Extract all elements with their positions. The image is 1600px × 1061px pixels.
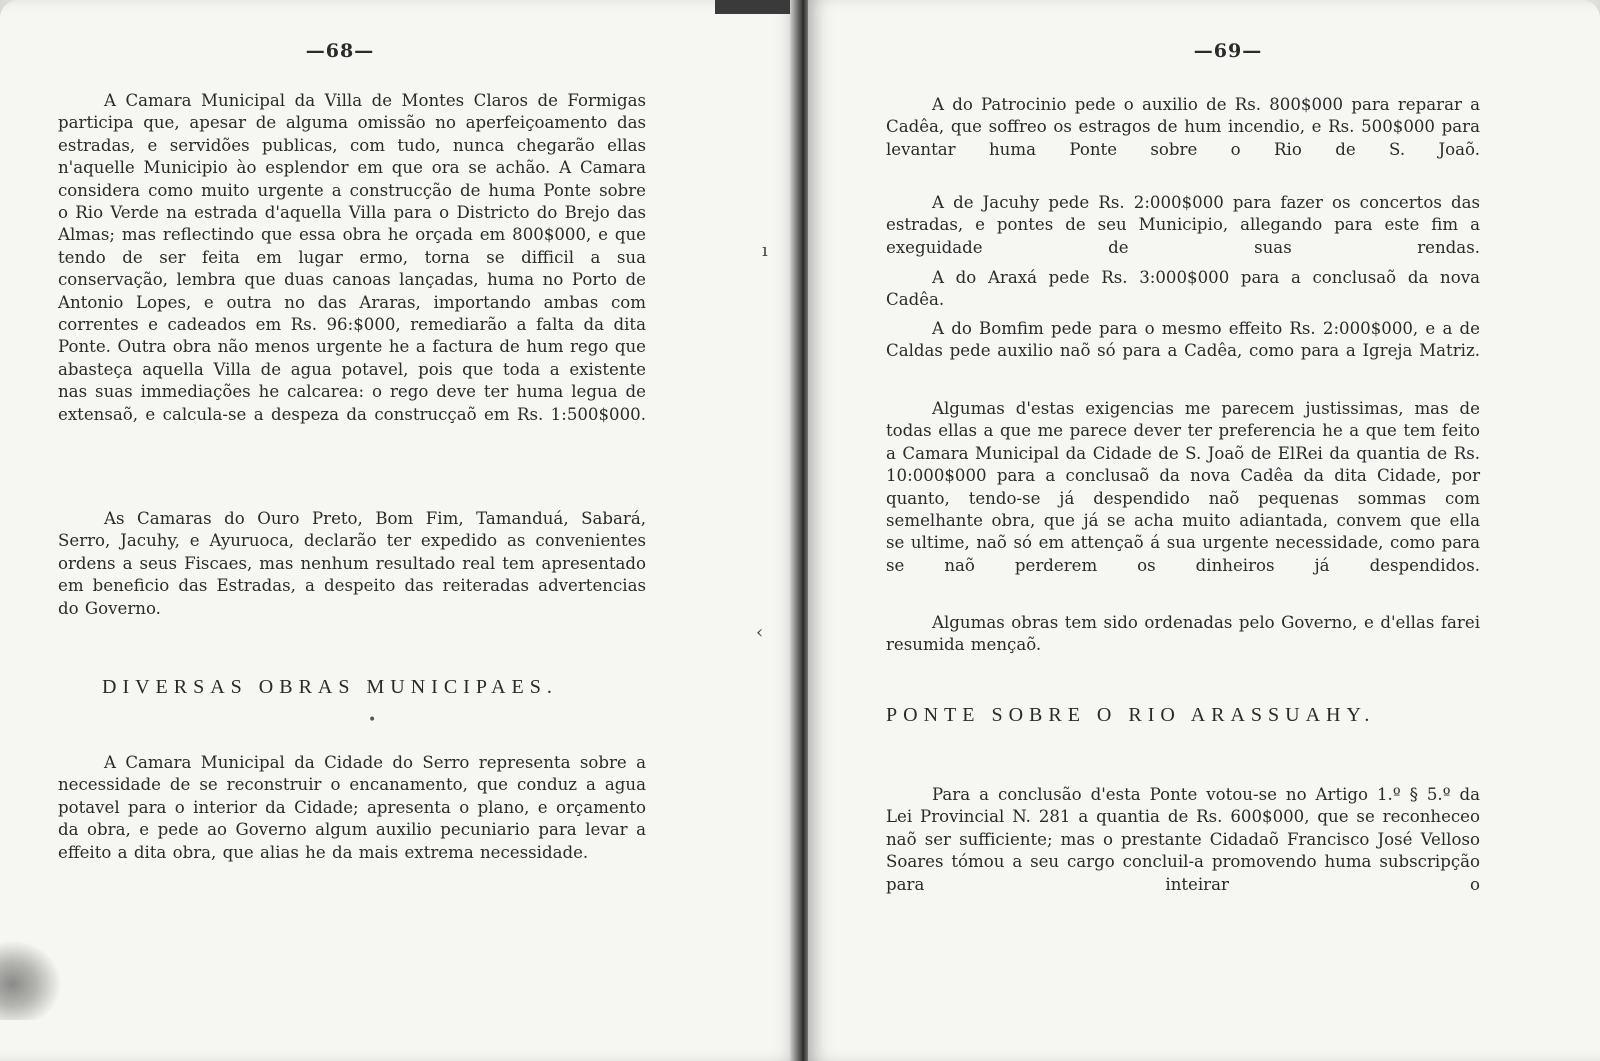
page-stain [0,940,62,1020]
paragraph-jacuhy: A de Jacuhy pede Rs. 2:000$000 para fazer os concertos das estradas, e pontes de seu Municipio, allegando para este fim a exeguidade de suas rendas. [886,193,1480,257]
page-number-left: —68— [305,40,375,62]
margin-mark: ‹ [756,622,764,643]
paragraph-ponte-conclusao: Para a conclusão d'esta Ponte votou-se no Artigo 1.º § 5.º da Lei Provincial N. 281 a quantia de Rs. 600$000, que se reconheceo naõ ser sufficiente; mas o prestante Cidadaõ Francisco José Velloso Soares tómou a seu cargo concluil-a promovendo huma subscripção para inteirar o [886,785,1480,894]
ornament-dot: • [368,712,377,728]
right-page [756,0,1600,1061]
section-heading-ponte-arassuahy: PONTE SOBRE O RIO ARASSUAHY. [886,704,1376,726]
paragraph-montes-claros: A Camara Municipal da Villa de Montes Claros de Formigas participa que, apesar de alguma omissão no aperfeiçoamento das estradas, e servidões publicas, com tudo, nunca chegarão ellas n'aquelle Municipio ào esplendor em que ora se achão. A Camara considera como muito urgente a construcção de huma Ponte sobre o Rio Verde na estrada d'aquella Villa para o Districto do Brejo das Almas; mas reflectindo que essa obra he orçada em 800$000, e que tendo de ser feita em lugar ermo, torna se difficil a sua conservação, lembra que duas canoas lançadas, huma no Porto de Antonio Lopes, e outra no das Araras, importando ambas com correntes e cadeados em Rs. 96:$000, remediarão a falta da dita Ponte. Outra obra não menos urgente he a factura de hum rego que abasteça aquella Villa de agua potavel, pois que toda a existente nas suas immediações he calcarea: o rego deve ter huma legua de extensaõ, e calcula-se a despeza da construcçaõ em Rs. 1:500$000. [58,91,646,424]
paragraph-serro-encanamento: A Camara Municipal da Cidade do Serro representa sobre a necessidade de se reconstruir o encanamento, que conduz a agua potavel para o interior da Cidade; apresenta o plano, e orçamento da obra, e pede ao Governo algum auxilio pecuniario para levar a effeito a dita obra, que alias he da mais extrema necessidade. [58,753,646,862]
paragraph-bomfim-caldas: A do Bomfim pede para o mesmo effeito Rs. 2:000$000, e a de Caldas pede auxilio naõ só para a Cadêa, como para a Igreja Matriz. [886,319,1480,361]
paragraph-patrocinio: A do Patrocinio pede o auxilio de Rs. 800$000 para reparar a Cadêa, que soffreo os estragos de hum incendio, e Rs. 500$000 para levantar huma Ponte sobre o Rio de S. Joaõ. [886,95,1480,159]
section-heading-diversas-obras: DIVERSAS OBRAS MUNICIPAES. [102,676,558,698]
paragraph-exigencias: Algumas d'estas exigencias me parecem justissimas, mas de todas ellas a que me parece dever ter preferencia he a que tem feito a Camara Municipal da Cidade de S. Joaõ de ElRei da quantia de Rs. 10:000$000 para a conclusaõ da nova Cadêa da dita Cidade, por quanto, tendo-se já despendido naõ pequenas sommas com semelhante obra, que já se acha muito adiantada, convem que ella se ultime, naõ só em attençaõ á sua urgente necessidade, como para se naõ perderem os dinheiros já despendidos. [886,399,1480,575]
paragraph-obras-ordenadas: Algumas obras tem sido ordenadas pelo Governo, e d'ellas farei resumida mençaõ. [886,613,1480,655]
page-number-right: —69— [1193,40,1263,62]
margin-mark: ı [762,240,768,261]
paragraph-araxa: A do Araxá pede Rs. 3:000$000 para a conclusaõ da nova Cadêa. [886,268,1480,310]
paragraph-camaras-fiscaes: As Camaras do Ouro Preto, Bom Fim, Tamanduá, Sabará, Serro, Jacuhy, e Ayuruoca, declarão ter expedido as convenientes ordens a seus Fiscaes, mas nenhum resultado real tem apresentado em beneficio das Estradas, a despeito das reiteradas advertencias do Governo. [58,509,646,618]
